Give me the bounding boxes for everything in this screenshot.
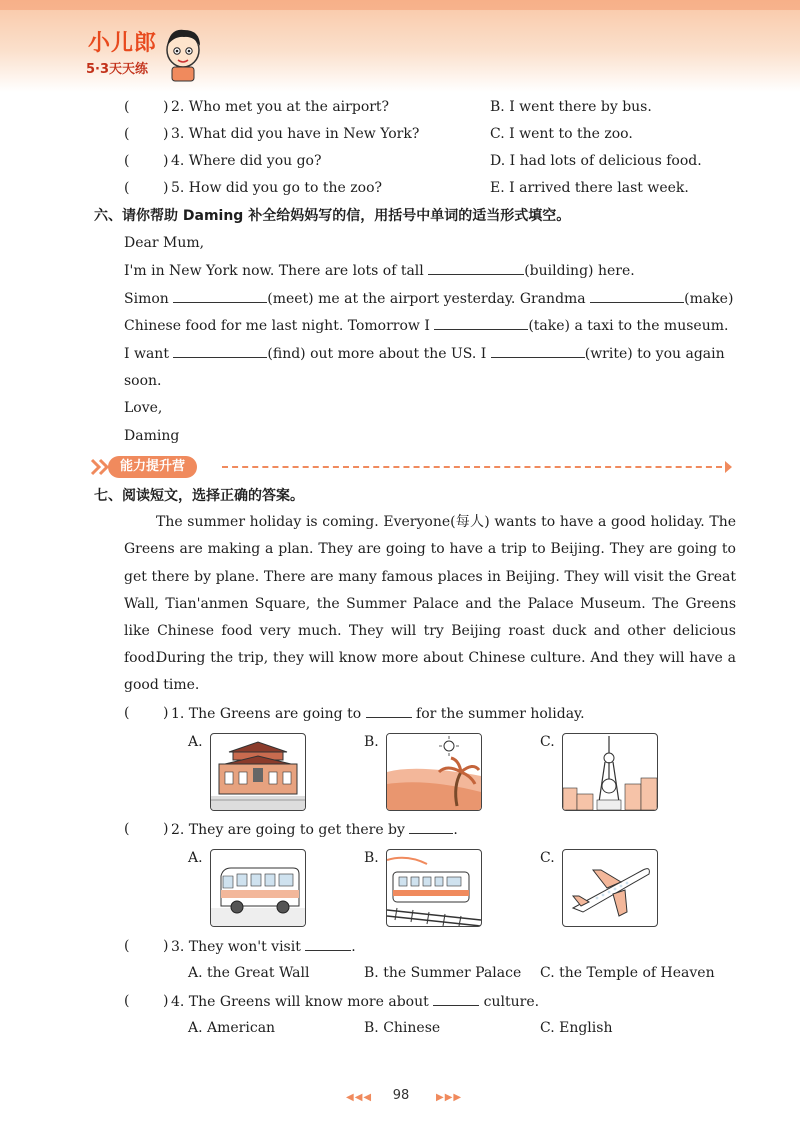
answer-option-d: D. I had lots of delicious food. xyxy=(490,153,702,169)
question-text: 3. They won't visit xyxy=(171,939,301,955)
beach-palm-icon xyxy=(387,734,481,810)
question-1 xyxy=(171,703,585,724)
question-3-reading xyxy=(171,936,356,957)
option-c-label: C. xyxy=(540,850,555,866)
fill-blank[interactable] xyxy=(434,315,528,330)
question-text: for the summer holiday. xyxy=(416,706,585,722)
train-picture[interactable] xyxy=(386,849,482,927)
option-c[interactable]: C. the Temple of Heaven xyxy=(540,965,715,981)
train-icon xyxy=(387,850,481,926)
fill-blank[interactable] xyxy=(305,936,351,951)
answer-paren: ( xyxy=(124,938,130,954)
answer-paren-close: ) xyxy=(163,938,169,954)
fill-blank[interactable] xyxy=(366,703,412,718)
question-text: 2. They are going to get there by xyxy=(171,822,405,838)
answer-paren-close: ) xyxy=(163,705,169,721)
mascot-boy-icon xyxy=(160,24,206,82)
option-a[interactable]: A. American xyxy=(188,1020,276,1036)
answer-paren-close: ) xyxy=(163,153,169,169)
letter-closing: Love, xyxy=(124,400,163,416)
shanghai-tower-picture[interactable] xyxy=(562,733,658,811)
section-7-title: 七、阅读短文，选择正确的答案。 xyxy=(94,488,304,504)
option-c-label: C. xyxy=(540,734,555,750)
answer-paren: ( xyxy=(124,821,130,837)
question-5: 5. How did you go to the zoo? xyxy=(171,180,382,196)
answer-paren-close: ) xyxy=(163,821,169,837)
letter-text: Simon xyxy=(124,291,169,307)
letter-text: (building) here. xyxy=(524,263,635,279)
letter-signature: Daming xyxy=(124,428,180,444)
header-stripe xyxy=(0,0,800,10)
letter-line-3 xyxy=(124,315,728,336)
question-2: 2. Who met you at the airport? xyxy=(171,99,390,115)
answer-paren: ( xyxy=(124,153,130,169)
letter-line-2 xyxy=(124,288,733,309)
letter-text: I'm in New York now. There are lots of tall xyxy=(124,263,424,279)
brand-logo-text: 小儿郎 xyxy=(88,31,158,56)
banner-dashed-line xyxy=(222,466,722,468)
beach-picture[interactable] xyxy=(386,733,482,811)
answer-paren-close: ) xyxy=(163,993,169,1009)
answer-option-e: E. I arrived there last week. xyxy=(490,180,689,196)
question-text: culture. xyxy=(483,994,540,1010)
option-b-label: B. xyxy=(364,734,379,750)
letter-line-5: soon. xyxy=(124,373,162,389)
reading-paragraph-1: The summer holiday is coming. Everyone(每人) wants to have a good holiday. The Greens are making a plan. They are going to have a trip to Beijing. They are going to get there by plane. There are many famous places in Beijing. They will visit the Great Wall, Tian'anmen Square, the Summer Palace and the Palace Museum. The Greens like Chinese food very much. They will try Beijing roast duck and other delicious food. xyxy=(124,514,736,667)
letter-line-1 xyxy=(124,260,635,281)
question-text: . xyxy=(453,822,458,838)
answer-paren-close: ) xyxy=(163,99,169,115)
option-a[interactable]: A. the Great Wall xyxy=(188,965,310,981)
bus-icon xyxy=(211,850,305,926)
page-footer xyxy=(0,1088,800,1108)
letter-line-4 xyxy=(124,343,725,364)
page-number: 98 xyxy=(392,1088,410,1103)
letter-text: (find) out more about the US. I xyxy=(267,346,487,362)
question-2-reading xyxy=(171,819,458,840)
fill-blank[interactable] xyxy=(433,991,479,1006)
section-banner xyxy=(90,456,740,478)
banner-label: 能力提升营 xyxy=(108,456,197,478)
page-header xyxy=(0,0,800,92)
fill-blank[interactable] xyxy=(590,288,684,303)
fill-blank[interactable] xyxy=(409,819,453,834)
option-b-label: B. xyxy=(364,850,379,866)
question-text: 4. The Greens will know more about xyxy=(171,994,429,1010)
fill-blank[interactable] xyxy=(428,260,524,275)
tv-tower-icon xyxy=(563,734,657,810)
answer-paren: ( xyxy=(124,993,130,1009)
tiananmen-gate-icon xyxy=(211,734,305,810)
letter-text: I want xyxy=(124,346,169,362)
letter-text: (write) to you again xyxy=(584,346,725,362)
answer-option-b: B. I went there by bus. xyxy=(490,99,652,115)
arrow-right-icon xyxy=(724,460,734,474)
fill-blank[interactable] xyxy=(491,343,585,358)
option-b[interactable]: B. Chinese xyxy=(364,1020,441,1036)
plane-picture[interactable] xyxy=(562,849,658,927)
question-3: 3. What did you have in New York? xyxy=(171,126,420,142)
letter-greeting: Dear Mum, xyxy=(124,235,205,251)
reading-paragraph-2: During the trip, they will know more about Chinese culture. And they will have a good time. xyxy=(124,650,736,694)
tiananmen-picture[interactable] xyxy=(210,733,306,811)
page-right-arrows-icon: ▶▶▶ xyxy=(436,1092,463,1103)
letter-text: (take) a taxi to the museum. xyxy=(528,318,729,334)
answer-paren: ( xyxy=(124,180,130,196)
answer-paren: ( xyxy=(124,126,130,142)
option-a-label: A. xyxy=(188,734,203,750)
section-6-title: 六、请你帮助 Daming 补全给妈妈写的信，用括号中单词的适当形式填空。 xyxy=(94,208,571,224)
question-text: 1. The Greens are going to xyxy=(171,706,362,722)
question-text: . xyxy=(351,939,356,955)
letter-text: (make) xyxy=(684,291,734,307)
question-4-reading xyxy=(171,991,539,1012)
answer-option-c: C. I went to the zoo. xyxy=(490,126,633,142)
answer-paren-close: ) xyxy=(163,126,169,142)
fill-blank[interactable] xyxy=(173,288,267,303)
airplane-icon xyxy=(563,850,657,926)
fill-blank[interactable] xyxy=(173,343,267,358)
option-b[interactable]: B. the Summer Palace xyxy=(364,965,522,981)
brand-subtitle: 5·3天天练 xyxy=(86,62,149,77)
answer-paren: ( xyxy=(124,705,130,721)
letter-text: Chinese food for me last night. Tomorrow I xyxy=(124,318,430,334)
answer-paren: ( xyxy=(124,99,130,115)
option-a-label: A. xyxy=(188,850,203,866)
letter-text: (meet) me at the airport yesterday. Grandma xyxy=(267,291,586,307)
bus-picture[interactable] xyxy=(210,849,306,927)
option-c[interactable]: C. English xyxy=(540,1020,613,1036)
answer-paren-close: ) xyxy=(163,180,169,196)
page-left-arrows-icon: ◀◀◀ xyxy=(346,1092,373,1103)
question-4: 4. Where did you go? xyxy=(171,153,322,169)
